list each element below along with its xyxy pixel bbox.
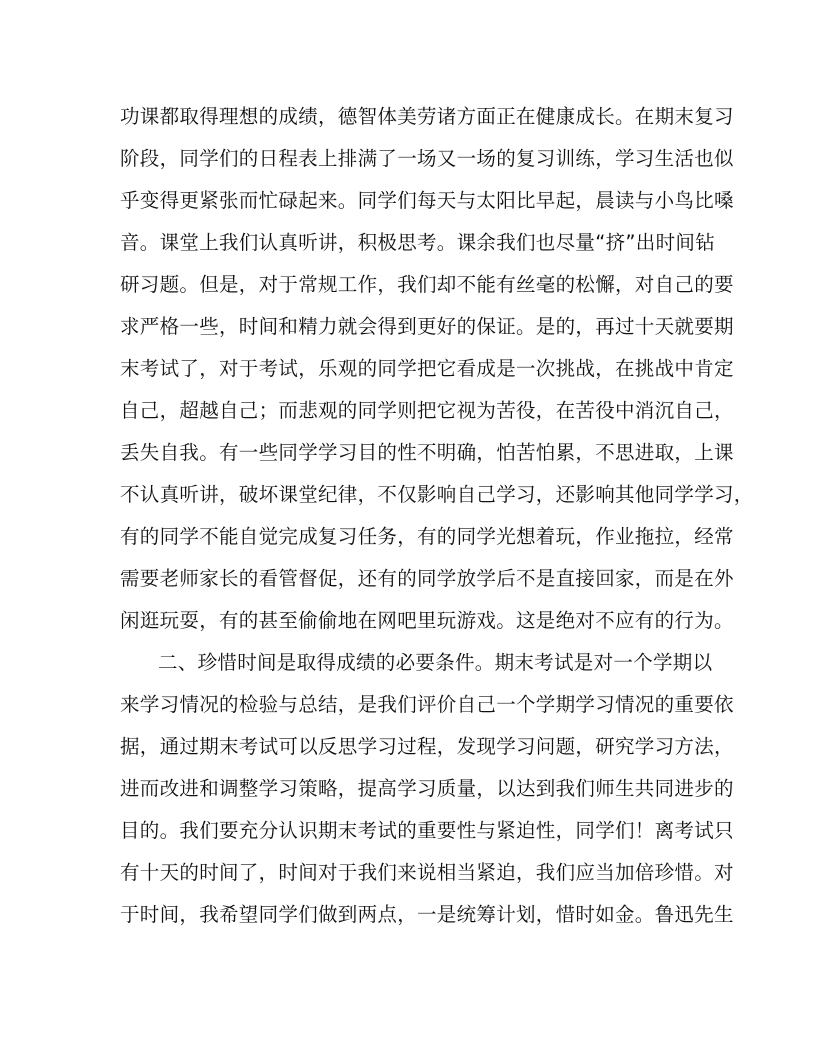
text-line: 有的同学不能自觉完成复习任务，有的同学光想着玩，作业拖拉，经常 (120, 525, 734, 548)
text-line: 乎变得更紧张而忙碌起来。同学们每天与太阳比早起，晨读与小鸟比嗓 (120, 189, 734, 212)
text-line: 闲逛玩耍，有的甚至偷偷地在网吧里玩游戏。这是绝对不应有的行为。 (120, 609, 734, 632)
text-line: 于时间，我希望同学们做到两点，一是统筹计划，惜时如金。鲁迅先生 (120, 903, 734, 926)
text-line: 自己，超越自己；而悲观的同学则把它视为苦役，在苦役中消沉自己， (120, 399, 734, 422)
text-line: 进而改进和调整学习策略，提高学习质量，以达到我们师生共同进步的 (120, 777, 734, 800)
text-line: 来学习情况的检验与总结，是我们评价自己一个学期学习情况的重要依 (120, 693, 734, 716)
text-line: 目的。我们要充分认识期末考试的重要性与紧迫性，同学们！离考试只 (120, 819, 734, 842)
paragraph-start-line: 二、珍惜时间是取得成绩的必要条件。期末考试是对一个学期以 (158, 651, 713, 674)
text-line: 研习题。但是，对于常规工作，我们却不能有丝毫的松懈，对自己的要 (120, 273, 734, 296)
text-line: 求严格一些，时间和精力就会得到更好的保证。是的，再过十天就要期 (120, 315, 734, 338)
text-line: 丢失自我。有一些同学学习目的性不明确，怕苦怕累，不思进取，上课 (120, 441, 734, 464)
text-line: 有十天的时间了，时间对于我们来说相当紧迫，我们应当加倍珍惜。对 (120, 861, 734, 884)
text-line: 不认真听讲，破坏课堂纪律，不仅影响自己学习，还影响其他同学学习， (120, 483, 754, 506)
text-line: 据，通过期末考试可以反思学习过程，发现学习问题，研究学习方法， (120, 735, 734, 758)
text-line: 末考试了，对于考试，乐观的同学把它看成是一次挑战，在挑战中肯定 (120, 357, 734, 380)
text-line: 功课都取得理想的成绩，德智体美劳诸方面正在健康成长。在期末复习 (120, 105, 734, 128)
text-line: 需要老师家长的看管督促，还有的同学放学后不是直接回家，而是在外 (120, 567, 734, 590)
text-line: 音。课堂上我们认真听讲，积极思考。课余我们也尽量“挤”出时间钻 (120, 231, 716, 254)
text-line: 阶段，同学们的日程表上排满了一场又一场的复习训练，学习生活也似 (120, 147, 734, 170)
